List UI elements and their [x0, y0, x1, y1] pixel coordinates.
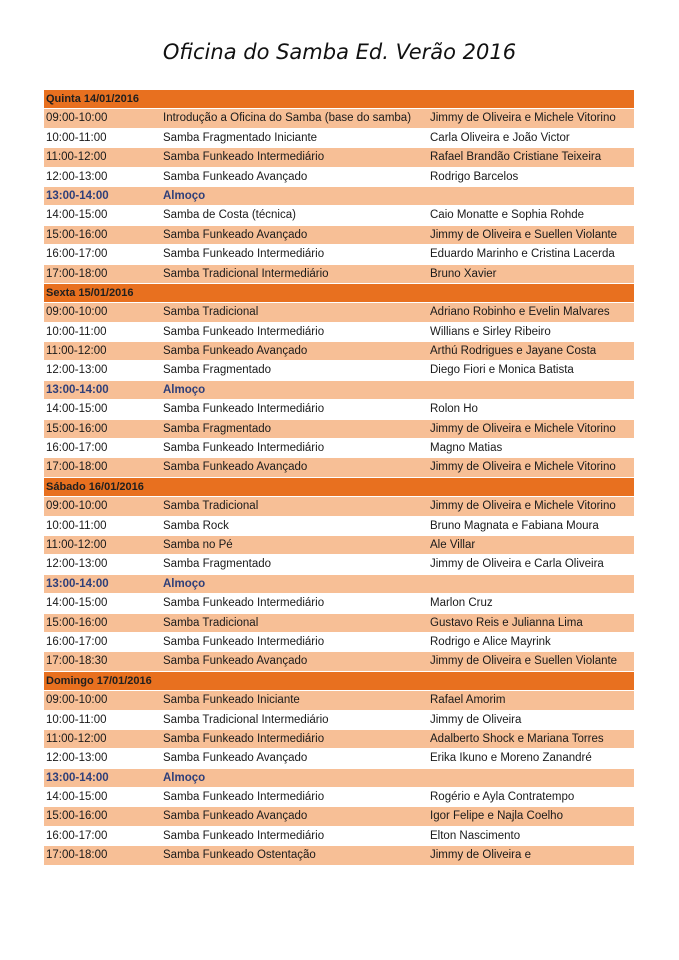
teacher-cell: Ale Villar [430, 538, 476, 551]
day-header [44, 90, 634, 109]
time-cell: 17:00-18:00 [46, 267, 108, 280]
time-cell: 11:00-12:00 [46, 151, 107, 164]
class-cell: Samba Funkeado Ostentação [163, 849, 316, 862]
teacher-cell: Adriano Robinho e Evelin Malvares [430, 306, 610, 319]
class-cell: Samba Funkeado Avançado [163, 170, 308, 183]
class-cell: Samba Funkeado Intermediário [163, 248, 325, 261]
class-cell: Almoço [163, 383, 206, 396]
time-cell: 10:00-11:00 [46, 519, 107, 532]
class-cell: Almoço [163, 189, 206, 202]
schedule-row [44, 226, 634, 245]
class-cell: Introdução a Oficina do Samba (base do samba) [163, 112, 412, 125]
teacher-cell: Elton Nascimento [430, 829, 521, 842]
class-cell: Samba Funkeado Avançado [163, 752, 308, 765]
teacher-cell: Jimmy de Oliveira e Michele Vitorino [430, 461, 616, 474]
class-cell: Samba Funkeado Intermediário [163, 829, 325, 842]
teacher-cell: Arthú Rodrigues e Jayane Costa [430, 345, 597, 358]
class-cell: Samba Tradicional Intermediário [163, 713, 329, 726]
schedule-row [44, 323, 634, 342]
class-cell: Samba Funkeado Intermediário [163, 151, 325, 164]
lunch-row [44, 187, 634, 206]
teacher-cell: Carla Oliveira e João Victor [430, 131, 570, 144]
teacher-cell: Jimmy de Oliveira [430, 713, 522, 726]
teacher-cell: Jimmy de Oliveira e [430, 849, 531, 862]
class-cell: Almoço [163, 577, 206, 590]
time-cell: 15:00-16:00 [46, 422, 108, 435]
class-cell: Samba Tradicional [163, 616, 259, 629]
time-cell: 09:00-10:00 [46, 306, 108, 319]
class-cell: Samba Tradicional Intermediário [163, 267, 329, 280]
lunch-row [44, 381, 634, 400]
teacher-cell: Caio Monatte e Sophia Rohde [430, 209, 585, 222]
class-cell: Samba Tradicional [163, 500, 259, 513]
teacher-cell: Marlon Cruz [430, 597, 493, 610]
schedule-row [44, 807, 634, 826]
schedule-row [44, 711, 634, 730]
teacher-cell: Jimmy de Oliveira e Suellen Violante [430, 655, 618, 668]
schedule-row [44, 168, 634, 187]
teacher-cell: Bruno Xavier [430, 267, 497, 280]
lunch-row [44, 575, 634, 594]
time-cell: 12:00-13:00 [46, 364, 108, 377]
schedule-row [44, 400, 634, 419]
class-cell: Samba Fragmentado [163, 558, 272, 571]
teacher-cell: Bruno Magnata e Fabiana Moura [430, 519, 599, 532]
lunch-row [44, 769, 634, 788]
day-header-label: Sexta 15/01/2016 [46, 286, 134, 299]
time-cell: 12:00-13:00 [46, 752, 108, 765]
schedule-row [44, 420, 634, 439]
teacher-cell: Rodrigo Barcelos [430, 170, 519, 183]
schedule-row [44, 497, 634, 516]
teacher-cell: Rafael Amorim [430, 694, 506, 707]
time-cell: 09:00-10:00 [46, 112, 108, 125]
time-cell: 17:00-18:00 [46, 849, 108, 862]
time-cell: 12:00-13:00 [46, 170, 108, 183]
schedule-row [44, 827, 634, 846]
class-cell: Almoço [163, 771, 206, 784]
class-cell: Samba Tradicional [163, 306, 259, 319]
time-cell: 11:00-12:00 [46, 345, 107, 358]
schedule-row [44, 206, 634, 225]
schedule-row [44, 458, 634, 477]
page-title: Oficina do Samba Ed. Verão 2016 [162, 40, 517, 64]
schedule-row [44, 439, 634, 458]
teacher-cell: Erika Ikuno e Moreno Zanandré [430, 752, 592, 765]
class-cell: Samba Funkeado Intermediário [163, 791, 325, 804]
teacher-cell: Diego Fiori e Monica Batista [430, 364, 574, 377]
day-header [44, 672, 634, 691]
schedule-row [44, 594, 634, 613]
time-cell: 13:00-14:00 [46, 577, 109, 590]
class-cell: Samba Funkeado Intermediário [163, 732, 325, 745]
time-cell: 12:00-13:00 [46, 558, 108, 571]
teacher-cell: Rogério e Ayla Contratempo [430, 791, 575, 804]
class-cell: Samba Fragmentado [163, 364, 272, 377]
class-cell: Samba Funkeado Avançado [163, 345, 308, 358]
day-header-label: Domingo 17/01/2016 [46, 674, 152, 687]
day-header-label: Quinta 14/01/2016 [46, 93, 139, 105]
schedule-row [44, 109, 634, 128]
schedule-row [44, 536, 634, 555]
time-cell: 16:00-17:00 [46, 635, 108, 648]
teacher-cell: Rafael Brandão Cristiane Teixeira [430, 151, 602, 164]
time-cell: 09:00-10:00 [46, 694, 108, 707]
schedule-row [44, 555, 634, 574]
time-cell: 16:00-17:00 [46, 442, 108, 455]
class-cell: Samba de Costa (técnica) [163, 209, 296, 222]
time-cell: 14:00-15:00 [46, 209, 108, 222]
time-cell: 11:00-12:00 [46, 538, 107, 551]
class-cell: Samba no Pé [163, 538, 233, 551]
schedule-row [44, 245, 634, 264]
teacher-cell: Magno Matias [430, 442, 503, 455]
schedule-row [44, 749, 634, 768]
schedule-row [44, 614, 634, 633]
time-cell: 13:00-14:00 [46, 771, 109, 784]
class-cell: Samba Funkeado Intermediário [163, 635, 325, 648]
class-cell: Samba Fragmentado Iniciante [163, 131, 318, 144]
time-cell: 16:00-17:00 [46, 248, 108, 261]
time-cell: 10:00-11:00 [46, 713, 107, 726]
teacher-cell: Jimmy de Oliveira e Michele Vitorino [430, 112, 616, 125]
schedule-row [44, 788, 634, 807]
day-header [44, 478, 634, 497]
time-cell: 16:00-17:00 [46, 829, 108, 842]
class-cell: Samba Funkeado Intermediário [163, 403, 325, 416]
schedule-row [44, 652, 634, 671]
schedule-row [44, 730, 634, 749]
class-cell: Samba Funkeado Intermediário [163, 325, 325, 338]
schedule-row [44, 303, 634, 322]
class-cell: Samba Funkeado Avançado [163, 655, 308, 668]
class-cell: Samba Fragmentado [163, 422, 272, 435]
teacher-cell: Willians e Sirley Ribeiro [430, 325, 551, 338]
teacher-cell: Igor Felipe e Najla Coelho [430, 810, 563, 823]
teacher-cell: Jimmy de Oliveira e Carla Oliveira [430, 558, 604, 571]
schedule-row [44, 633, 634, 652]
time-cell: 09:00-10:00 [46, 500, 108, 513]
teacher-cell: Gustavo Reis e Julianna Lima [430, 616, 583, 629]
time-cell: 17:00-18:00 [46, 461, 108, 474]
time-cell: 14:00-15:00 [46, 597, 108, 610]
teacher-cell: Rolon Ho [430, 403, 478, 416]
teacher-cell: Adalberto Shock e Mariana Torres [430, 732, 604, 745]
schedule-row [44, 148, 634, 167]
class-cell: Samba Rock [163, 519, 229, 532]
schedule-row [44, 361, 634, 380]
schedule-row [44, 517, 634, 536]
schedule-row [44, 691, 634, 710]
schedule-row [44, 342, 634, 361]
teacher-cell: Rodrigo e Alice Mayrink [430, 635, 551, 648]
time-cell: 13:00-14:00 [46, 383, 109, 396]
class-cell: Samba Funkeado Iniciante [163, 694, 300, 707]
teacher-cell: Jimmy de Oliveira e Suellen Violante [430, 228, 618, 241]
day-header [44, 284, 634, 303]
time-cell: 17:00-18:30 [46, 655, 108, 668]
teacher-cell: Jimmy de Oliveira e Michele Vitorino [430, 500, 616, 513]
time-cell: 15:00-16:00 [46, 616, 108, 629]
time-cell: 14:00-15:00 [46, 791, 108, 804]
class-cell: Samba Funkeado Avançado [163, 228, 308, 241]
day-header-label: Sábado 16/01/2016 [46, 480, 144, 493]
time-cell: 14:00-15:00 [46, 403, 108, 416]
class-cell: Samba Funkeado Avançado [163, 810, 308, 823]
schedule-row [44, 265, 634, 284]
class-cell: Samba Funkeado Intermediário [163, 442, 325, 455]
time-cell: 11:00-12:00 [46, 732, 107, 745]
time-cell: 13:00-14:00 [46, 189, 109, 202]
time-cell: 15:00-16:00 [46, 810, 108, 823]
time-cell: 10:00-11:00 [46, 325, 107, 338]
teacher-cell: Jimmy de Oliveira e Michele Vitorino [430, 422, 616, 435]
class-cell: Samba Funkeado Avançado [163, 461, 308, 474]
schedule-row [44, 129, 634, 148]
schedule-row [44, 846, 634, 865]
time-cell: 15:00-16:00 [46, 228, 108, 241]
teacher-cell: Eduardo Marinho e Cristina Lacerda [430, 248, 615, 261]
class-cell: Samba Funkeado Intermediário [163, 597, 325, 610]
schedule-table [44, 90, 634, 866]
time-cell: 10:00-11:00 [46, 131, 107, 144]
